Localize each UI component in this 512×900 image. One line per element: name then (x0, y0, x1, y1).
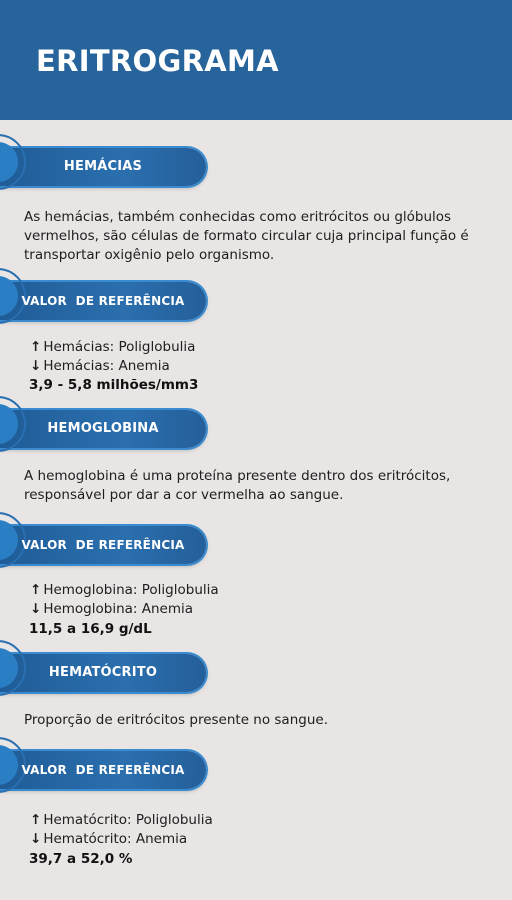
indicator-up-text: Hemoglobina: Poliglobulia (43, 582, 219, 598)
arrow-down-icon: ↓ (30, 358, 42, 374)
reference-header-label: VALOR DE REFERÊNCIA (21, 538, 185, 552)
arrow-up-icon: ↑ (30, 812, 42, 828)
indicator-down-text: Hemoglobina: Anemia (43, 601, 194, 617)
reference-header-hemoglobina (0, 526, 206, 564)
reference-header-label: VALOR DE REFERÊNCIA (21, 294, 185, 308)
header-banner (0, 0, 512, 120)
indicator-up-hemoglobina (30, 581, 219, 600)
arrow-down-icon: ↓ (30, 831, 42, 847)
section-title-hematocrito (0, 654, 206, 692)
indicator-up-text: Hemácias: Poliglobulia (43, 339, 196, 355)
indicator-up-hemacias (30, 338, 195, 357)
indicator-down-text: Hematócrito: Anemia (43, 831, 188, 847)
arrow-down-icon: ↓ (30, 601, 42, 617)
section-title-hemacias (0, 148, 206, 186)
section-description-hemacias: As hemácias, também conhecidas como eritrócitos ou glóbulos vermelhos, são células de formato circular cuja principal função é transportar oxigênio pelo organismo. (24, 209, 469, 263)
arrow-up-icon: ↑ (30, 339, 42, 355)
page-title: ERITROGRAMA (36, 44, 279, 78)
indicator-down-text: Hemácias: Anemia (43, 358, 170, 374)
reference-value-hematocrito: 39,7 a 52,0 % (29, 851, 133, 867)
indicator-down-hematocrito (30, 830, 187, 849)
indicator-down-hemacias (30, 357, 170, 376)
indicator-up-text: Hematócrito: Poliglobulia (43, 812, 213, 828)
indicator-down-hemoglobina (30, 600, 193, 619)
reference-value-hemacias: 3,9 - 5,8 milhões/mm3 (29, 377, 199, 393)
section-title-label: HEMÁCIAS (63, 159, 143, 174)
section-title-hemoglobina (0, 410, 206, 448)
reference-header-hemacias (0, 282, 206, 320)
reference-header-label: VALOR DE REFERÊNCIA (21, 763, 185, 777)
section-title-label: HEMOGLOBINA (47, 421, 159, 436)
arrow-up-icon: ↑ (30, 582, 42, 598)
section-description-hemoglobina: A hemoglobina é uma proteína presente dentro dos eritrócitos, responsável por dar a cor vermelha ao sangue. (24, 468, 451, 503)
reference-header-hematocrito (0, 751, 206, 789)
indicator-up-hematocrito (30, 811, 213, 830)
reference-value-hemoglobina: 11,5 a 16,9 g/dL (29, 621, 152, 637)
section-title-label: HEMATÓCRITO (48, 665, 158, 680)
section-description-hematocrito: Proporção de eritrócitos presente no sangue. (24, 712, 328, 728)
